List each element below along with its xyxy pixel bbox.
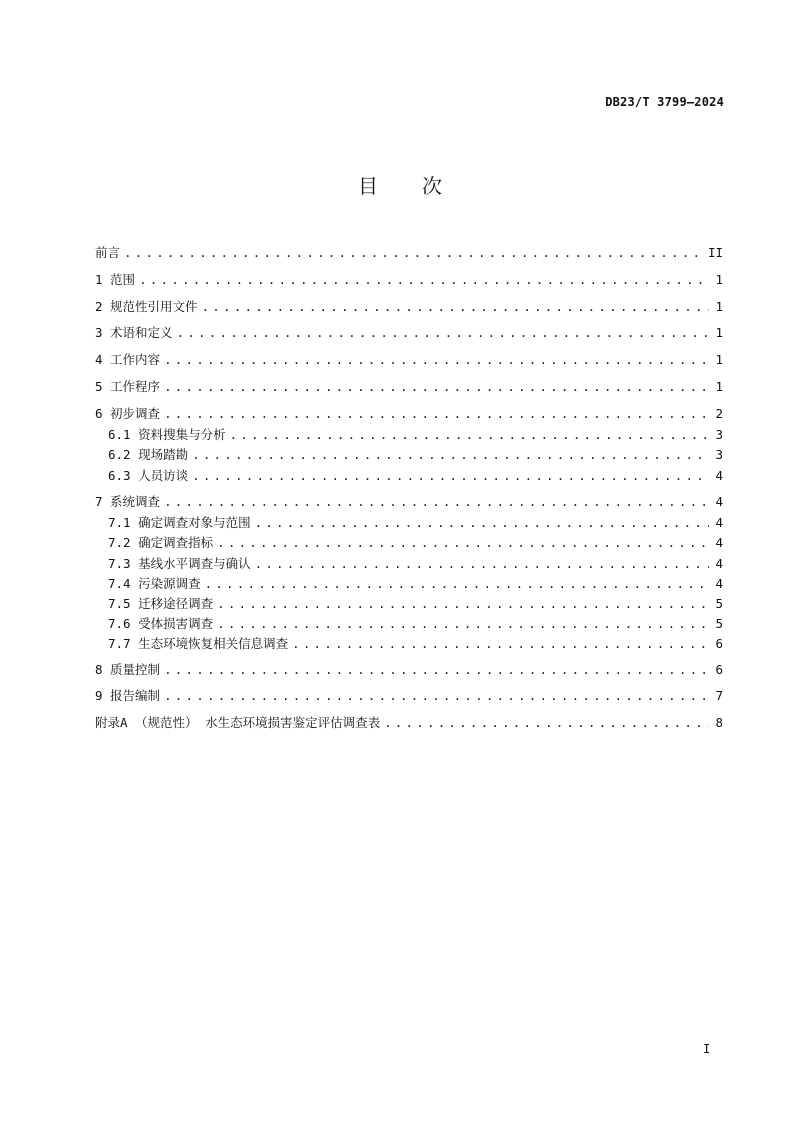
dot-leader: [164, 352, 709, 367]
toc-entry-label: 9 报告编制: [95, 688, 161, 703]
toc-entry-label: 6.1 资料搜集与分析: [108, 427, 226, 442]
toc-entry[interactable]: [108, 515, 723, 530]
dot-leader: [192, 447, 709, 462]
toc-entry-page: 4: [715, 576, 723, 591]
document-id: DB23/T 3799—2024: [605, 95, 724, 109]
toc-entry[interactable]: [108, 468, 723, 483]
toc-entry-page: 7: [715, 688, 723, 703]
page-number: I: [703, 1042, 711, 1056]
toc-entry-label: 7 系统调查: [95, 494, 161, 509]
toc-entry-page: 4: [715, 535, 723, 550]
toc-entry[interactable]: [108, 616, 723, 631]
toc-entry-page: 4: [715, 556, 723, 571]
toc-entry-label: 7.3 基线水平调查与确认: [108, 556, 251, 571]
dot-leader: [217, 596, 709, 611]
toc-entry[interactable]: [95, 494, 723, 509]
dot-leader: [217, 535, 709, 550]
toc-entry-page: II: [707, 245, 723, 260]
toc-entry[interactable]: [108, 596, 723, 611]
dot-leader: [164, 379, 709, 394]
toc-entry[interactable]: [95, 245, 723, 260]
dot-leader: [164, 406, 709, 421]
toc-entry-page: 2: [715, 406, 723, 421]
dot-leader: [205, 576, 709, 591]
toc-entry-page: 8: [715, 715, 723, 730]
toc-entry-page: 4: [715, 494, 723, 509]
toc-entry-label: 6.3 人员访谈: [108, 468, 189, 483]
toc-entry[interactable]: [95, 662, 723, 677]
dot-leader: [255, 515, 709, 530]
toc-entry[interactable]: [108, 556, 723, 571]
toc-entry-label: 7.7 生态环境恢复相关信息调查: [108, 636, 289, 651]
toc-entry[interactable]: [108, 636, 723, 651]
toc-entry[interactable]: [108, 427, 723, 442]
toc-entry-label: 6.2 现场踏勘: [108, 447, 189, 462]
toc-entry-page: 4: [715, 468, 723, 483]
toc-entry[interactable]: [95, 272, 723, 287]
toc-entry-page: 3: [715, 447, 723, 462]
toc-entry-page: 1: [715, 379, 723, 394]
toc-entry[interactable]: [108, 576, 723, 591]
dot-leader: [139, 272, 709, 287]
toc-entry-page: 3: [715, 427, 723, 442]
toc-entry-page: 5: [715, 596, 723, 611]
toc-entry-label: 8 质量控制: [95, 662, 161, 677]
toc-entry-label: 4 工作内容: [95, 352, 161, 367]
dot-leader: [384, 715, 709, 730]
toc-entry[interactable]: [95, 715, 723, 730]
toc-entry-page: 6: [715, 662, 723, 677]
dot-leader: [124, 245, 704, 260]
dot-leader: [192, 468, 709, 483]
toc-entry-label: 前言: [95, 245, 121, 260]
toc-entry-page: 1: [715, 299, 723, 314]
dot-leader: [164, 494, 709, 509]
toc-entry[interactable]: [95, 379, 723, 394]
dot-leader: [164, 688, 709, 703]
toc-entry-page: 5: [715, 616, 723, 631]
toc-entry[interactable]: [95, 352, 723, 367]
dot-leader: [177, 325, 709, 340]
dot-leader: [164, 662, 709, 677]
toc-entry-label: 6 初步调查: [95, 406, 161, 421]
dot-leader: [255, 556, 709, 571]
toc-entry[interactable]: [95, 325, 723, 340]
toc-entry[interactable]: [95, 688, 723, 703]
toc-entry-label: 5 工作程序: [95, 379, 161, 394]
dot-leader: [202, 299, 709, 314]
toc-entry-label: 7.1 确定调查对象与范围: [108, 515, 251, 530]
toc-entry-label: 附录A （规范性） 水生态环境损害鉴定评估调查表: [95, 715, 381, 730]
toc-entry[interactable]: [108, 447, 723, 462]
toc-entry-label: 3 术语和定义: [95, 325, 173, 340]
dot-leader: [292, 636, 709, 651]
toc-entry-page: 6: [715, 636, 723, 651]
dot-leader: [230, 427, 709, 442]
toc-entry[interactable]: [95, 299, 723, 314]
dot-leader: [217, 616, 709, 631]
toc-entry-label: 1 范围: [95, 272, 136, 287]
toc-entry-label: 7.6 受体损害调查: [108, 616, 214, 631]
toc-entry[interactable]: [95, 406, 723, 421]
toc-entry-label: 7.2 确定调查指标: [108, 535, 214, 550]
toc-entry-page: 4: [715, 515, 723, 530]
toc-entry-label: 7.4 污染源调查: [108, 576, 201, 591]
toc-entry-page: 1: [715, 325, 723, 340]
toc-entry-label: 7.5 迁移途径调查: [108, 596, 214, 611]
toc-entry-page: 1: [715, 352, 723, 367]
toc-entry-page: 1: [715, 272, 723, 287]
toc-entry-label: 2 规范性引用文件: [95, 299, 198, 314]
page-title: 目次: [358, 174, 486, 198]
toc-entry[interactable]: [108, 535, 723, 550]
